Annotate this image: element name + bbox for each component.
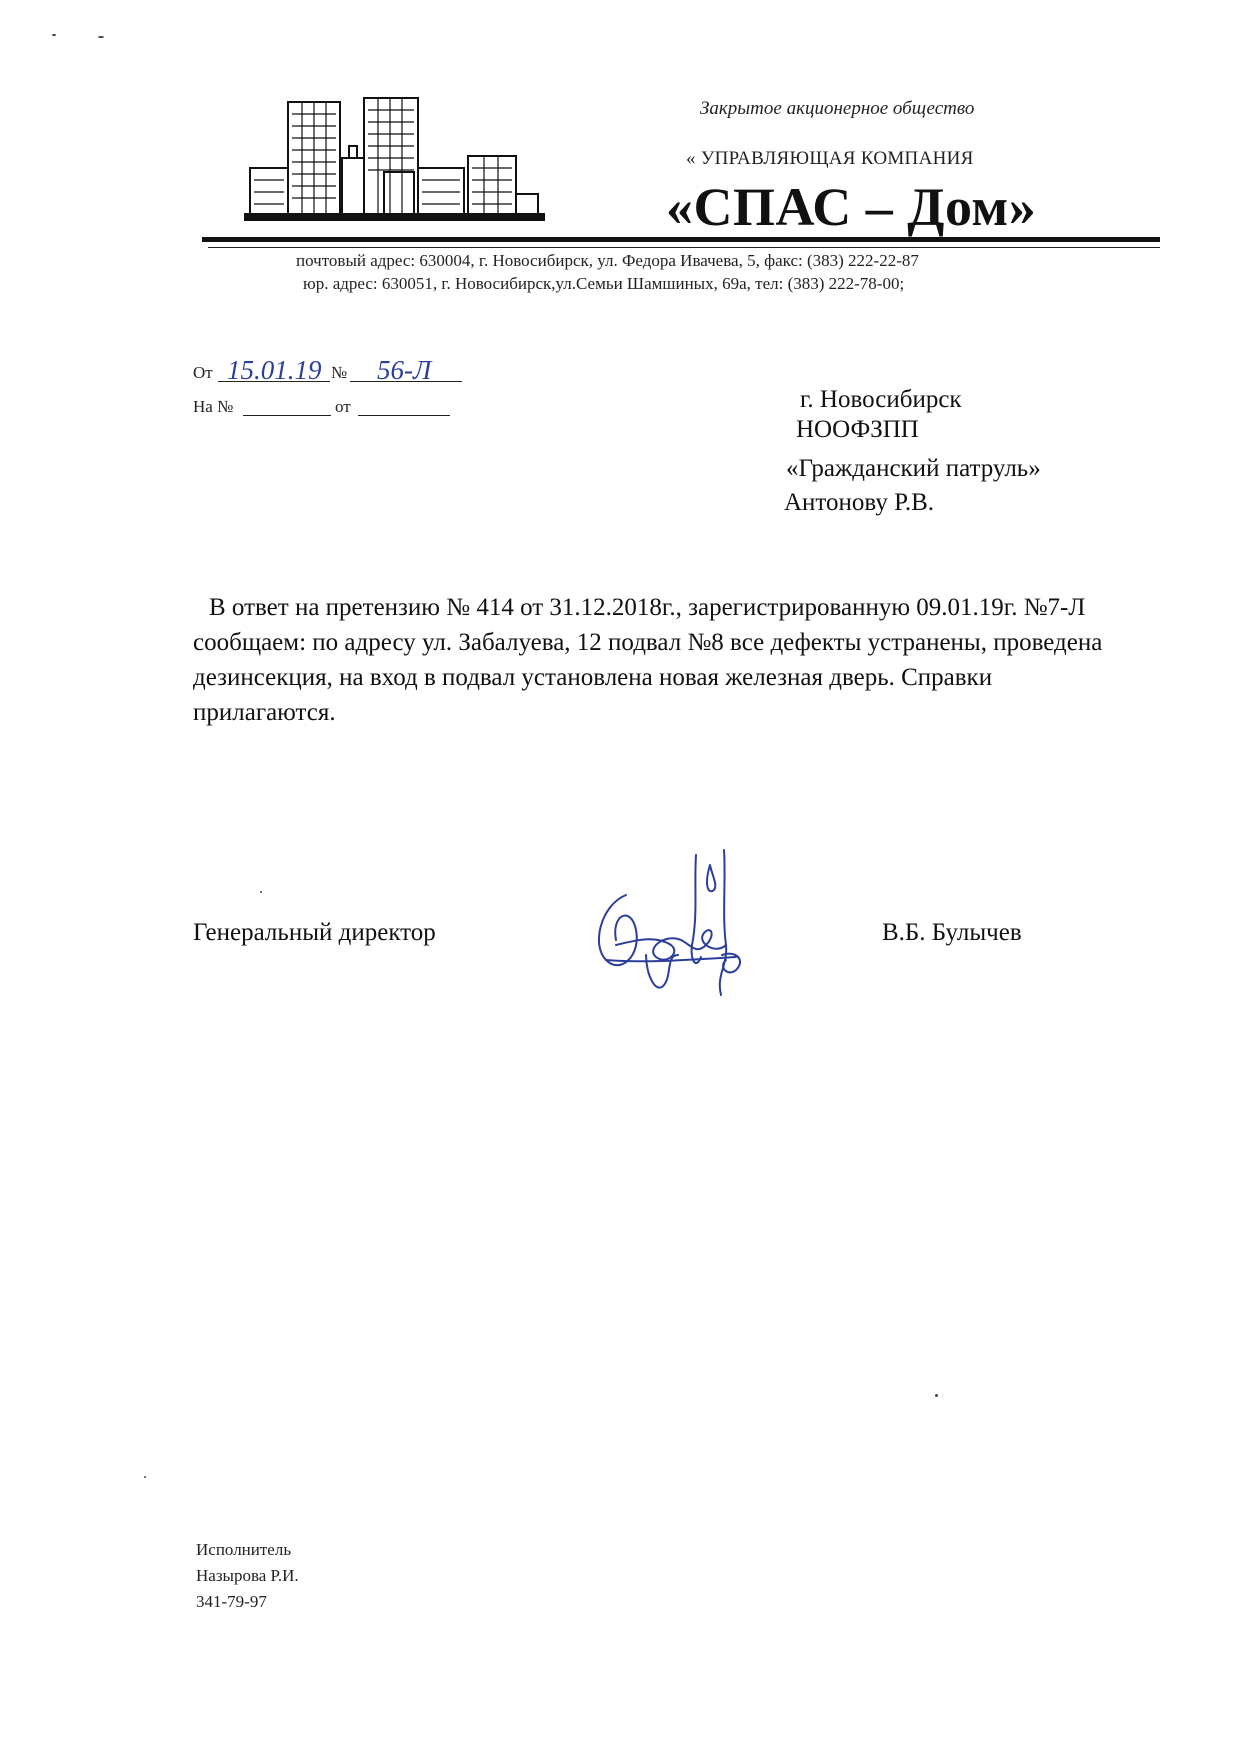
letter-body xyxy=(193,590,1123,730)
executor-label: Исполнитель xyxy=(196,1540,292,1559)
handwritten-date: 15.01.19 xyxy=(227,355,322,385)
reply-date-underline xyxy=(358,415,450,416)
number-label: № xyxy=(331,363,348,382)
header-rule-thick xyxy=(202,237,1160,242)
org-type: Закрытое акционерное общество xyxy=(700,98,975,119)
from-label: От xyxy=(193,363,213,382)
company-line: « УПРАВЛЯЮЩАЯ КОМПАНИЯ xyxy=(686,148,974,169)
reply-number-label: На № xyxy=(193,397,234,416)
scan-speck xyxy=(52,34,56,36)
executor-name: Назырова Р.И. xyxy=(196,1566,299,1585)
signatory-name: В.Б. Булычев xyxy=(882,919,1022,946)
scan-speck xyxy=(935,1394,938,1397)
scan-speck xyxy=(260,891,262,893)
recipient-organization: НООФЗПП xyxy=(796,416,919,443)
handwritten-signature xyxy=(586,845,756,1015)
header-rule-thin xyxy=(208,247,1160,248)
recipient-organization-name: «Гражданский патруль» xyxy=(786,455,1041,482)
company-name: «СПАС – Дом» xyxy=(666,177,1037,237)
scan-speck xyxy=(98,36,104,38)
company-logo-buildings xyxy=(244,84,554,224)
reply-number-underline xyxy=(243,415,331,416)
postal-address: почтовый адрес: 630004, г. Новосибирск, ул. Федора Ивачева, 5, факс: (383) 222-22-87 xyxy=(296,251,919,270)
executor-phone: 341-79-97 xyxy=(196,1592,267,1611)
reply-from-label: от xyxy=(335,397,351,416)
handwritten-number: 56-Л xyxy=(377,355,432,385)
signatory-role: Генеральный директор xyxy=(193,919,436,946)
body-paragraph: В ответ на претензию № 414 от 31.12.2018г., зарегистрированную 09.01.19г. №7-Л сообщаем: по адресу ул. Забалуева, 12 подвал №8 все дефекты устранены, проведена дезинсекция, на вход в подвал установлена новая железная дверь. Справки прилагаются. xyxy=(193,594,1103,726)
recipient-person: Антонову Р.В. xyxy=(784,489,935,516)
recipient-city: г. Новосибирск xyxy=(800,386,962,413)
legal-address: юр. адрес: 630051, г. Новосибирск,ул.Семьи Шамшиных, 69а, тел: (383) 222-78-00; xyxy=(303,274,905,293)
scan-speck xyxy=(144,1476,146,1478)
